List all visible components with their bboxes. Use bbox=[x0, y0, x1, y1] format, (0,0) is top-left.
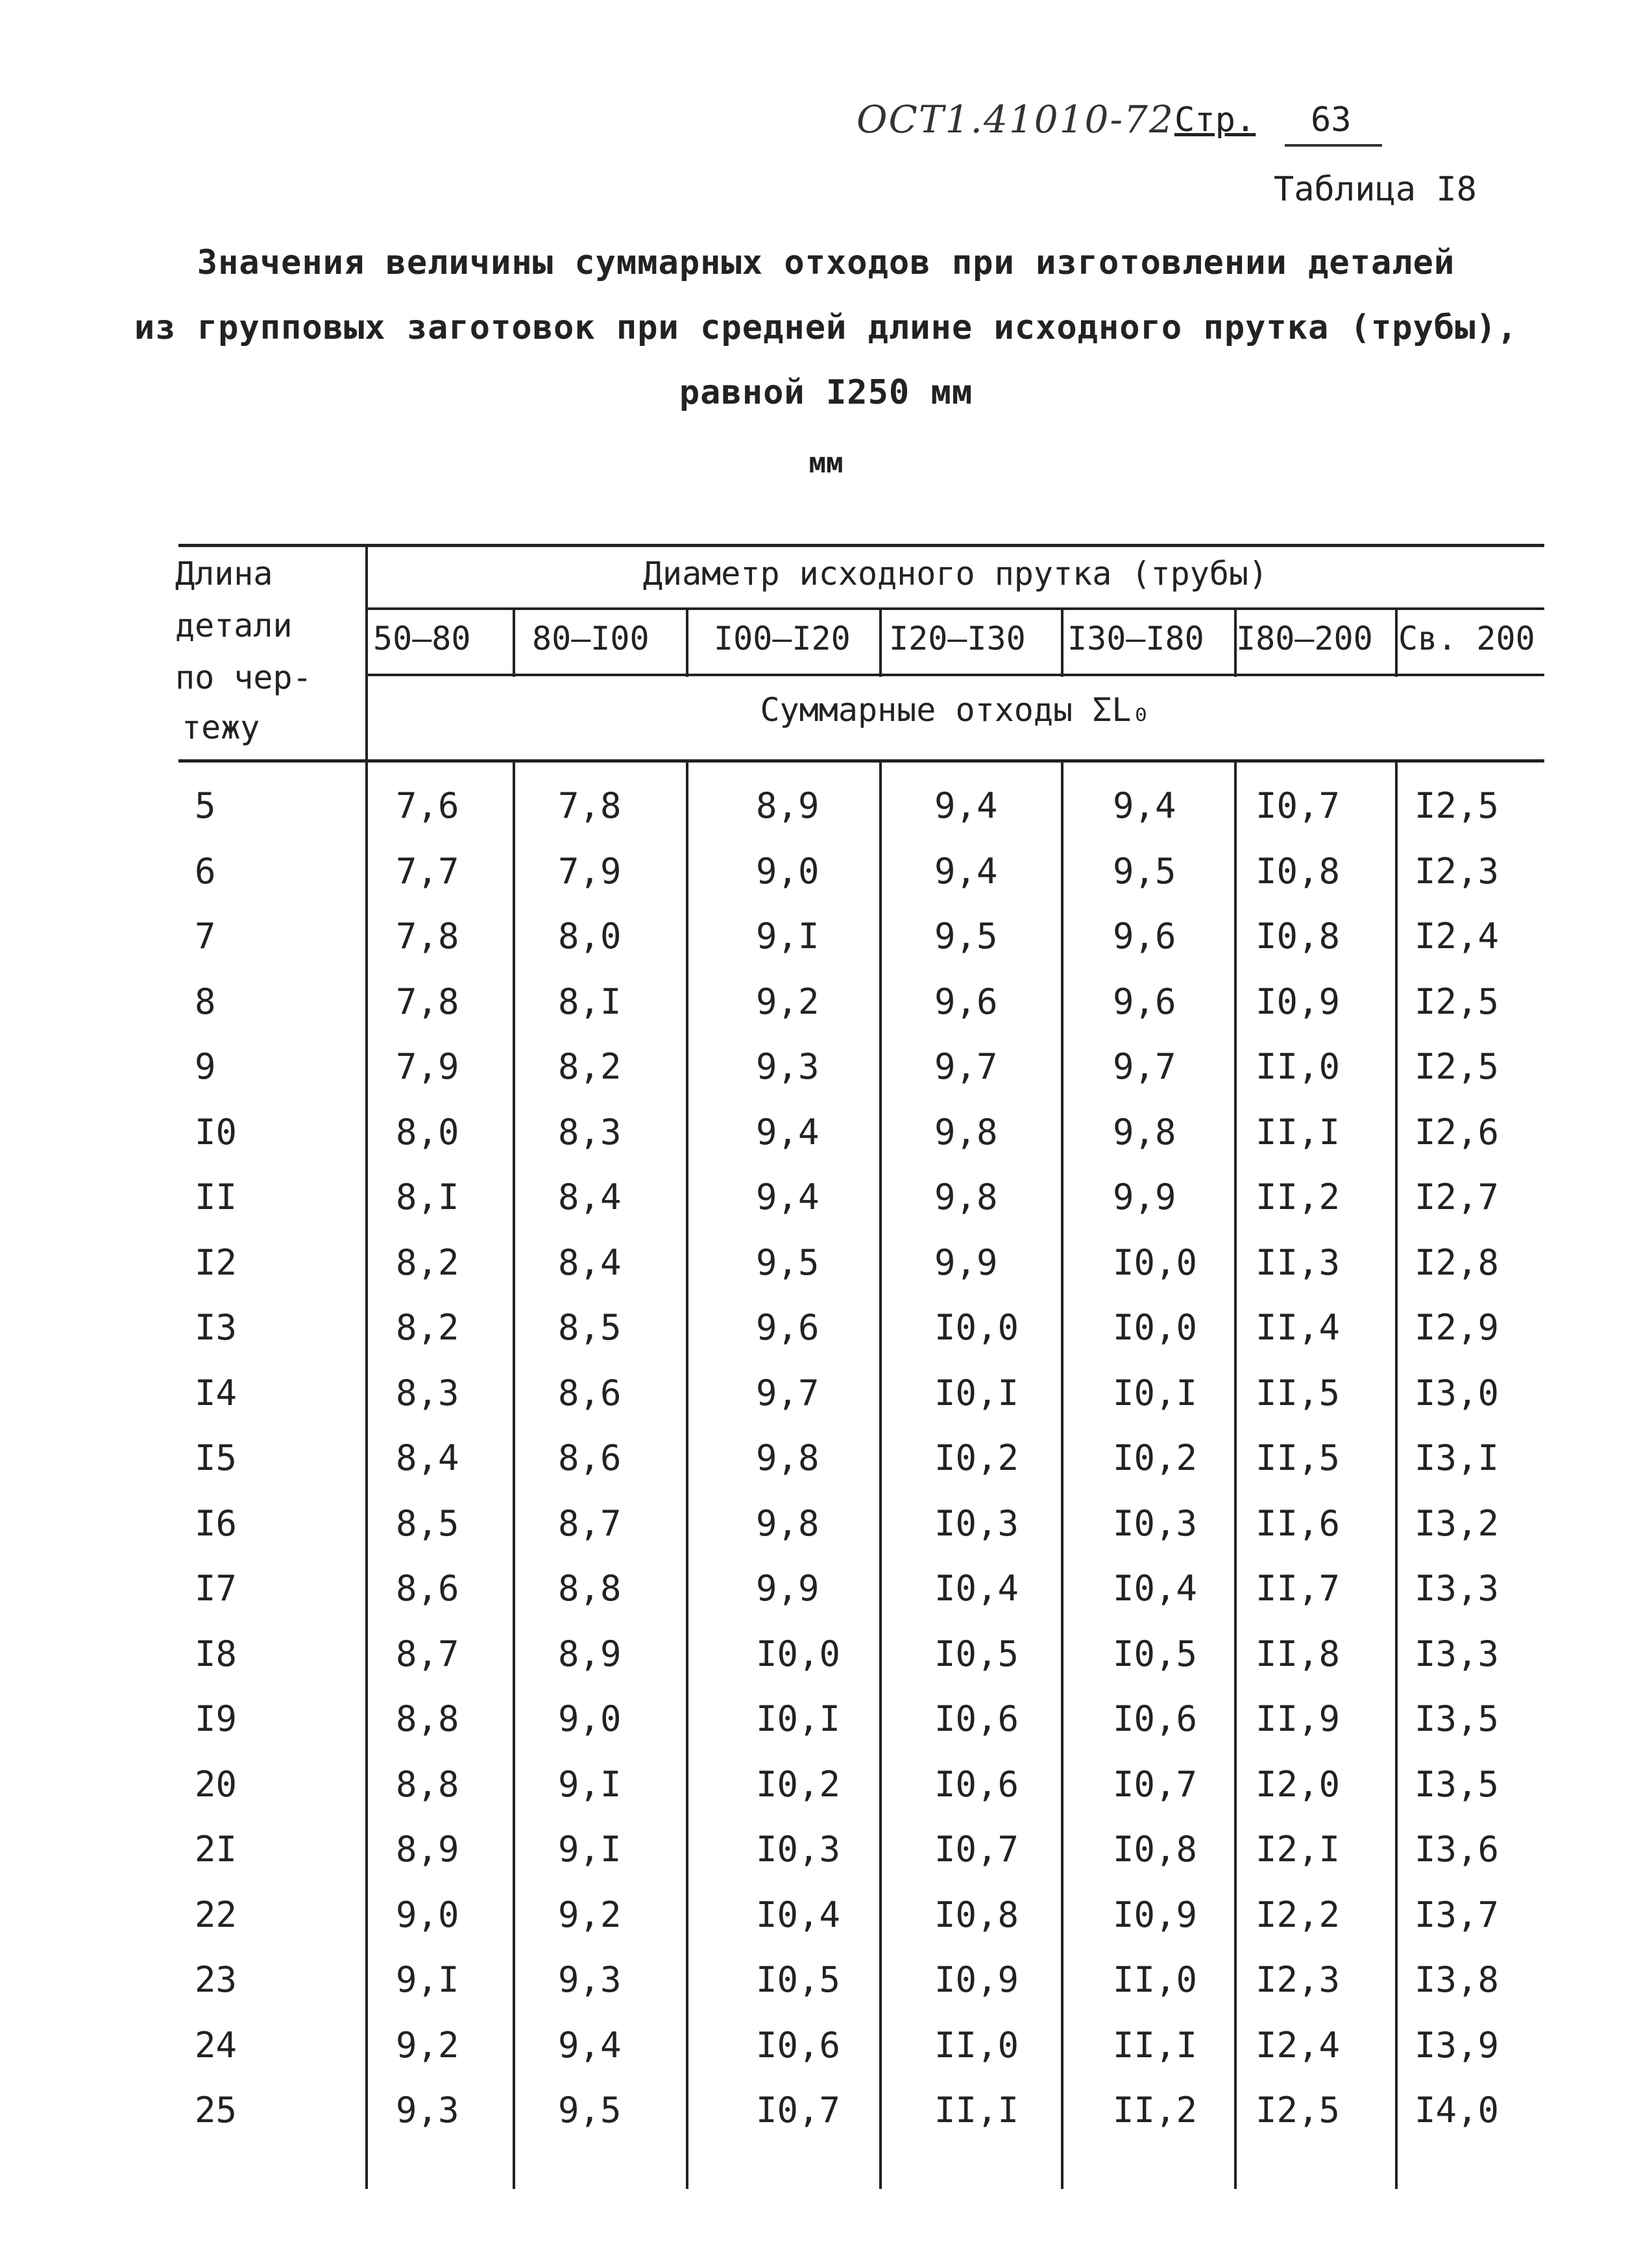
value-cell: I0,0 bbox=[756, 1633, 841, 1674]
value-cell: 8,6 bbox=[558, 1373, 622, 1413]
value-cell: I0,7 bbox=[756, 2090, 841, 2131]
row-length-cell: 25 bbox=[195, 2090, 237, 2131]
value-cell: I0,5 bbox=[1113, 1633, 1198, 1674]
value-cell: 9,I bbox=[558, 1829, 622, 1870]
value-cell: I0,I bbox=[1113, 1373, 1198, 1413]
value-cell: 9,4 bbox=[756, 1112, 820, 1153]
row-length-cell: I7 bbox=[195, 1568, 237, 1609]
value-cell: I0,4 bbox=[756, 1894, 841, 1935]
value-cell: I2,7 bbox=[1415, 1177, 1500, 1217]
value-cell: I0,4 bbox=[1113, 1568, 1198, 1609]
value-cell: I3,2 bbox=[1415, 1503, 1500, 1544]
value-cell: I0,6 bbox=[756, 2025, 841, 2066]
value-cell: 9,4 bbox=[1113, 785, 1176, 826]
column-divider bbox=[1395, 609, 1398, 677]
value-cell: I0,3 bbox=[1113, 1503, 1198, 1544]
value-cell: 8,6 bbox=[396, 1568, 459, 1609]
value-cell: I0,8 bbox=[1256, 851, 1341, 892]
value-cell: 8,3 bbox=[558, 1112, 622, 1153]
value-cell: I0,3 bbox=[934, 1503, 1019, 1544]
value-cell: I3,6 bbox=[1415, 1829, 1500, 1870]
value-cell: II,I bbox=[1256, 1112, 1341, 1153]
value-cell: 9,0 bbox=[558, 1698, 622, 1739]
value-cell: 9,0 bbox=[756, 851, 820, 892]
value-cell: 8,I bbox=[396, 1177, 459, 1217]
value-cell: I2,5 bbox=[1256, 2090, 1341, 2131]
value-cell: II,2 bbox=[1256, 1177, 1341, 1217]
column-divider bbox=[879, 761, 882, 2189]
value-cell: I2,5 bbox=[1415, 981, 1500, 1022]
value-cell: 9,3 bbox=[756, 1046, 820, 1087]
value-cell: 9,7 bbox=[1113, 1046, 1176, 1087]
value-cell: I0,4 bbox=[934, 1568, 1019, 1609]
value-cell: I0,5 bbox=[756, 1959, 841, 2000]
value-cell: 9,4 bbox=[558, 2025, 622, 2066]
value-cell: II,0 bbox=[934, 2025, 1019, 2066]
value-cell: I0,6 bbox=[1113, 1698, 1198, 1739]
value-cell: I0,6 bbox=[934, 1764, 1019, 1805]
value-cell: 7,9 bbox=[396, 1046, 459, 1087]
value-cell: I4,0 bbox=[1415, 2090, 1500, 2131]
value-cell: 9,2 bbox=[756, 981, 820, 1022]
value-cell: 9,0 bbox=[396, 1894, 459, 1935]
row-length-cell: 23 bbox=[195, 1959, 237, 2000]
column-header: I30–I80 bbox=[1067, 620, 1204, 657]
column-divider bbox=[513, 761, 515, 2189]
value-cell: 7,8 bbox=[558, 785, 622, 826]
value-cell: I2,5 bbox=[1415, 785, 1500, 826]
row-header-line-3: по чер- bbox=[175, 659, 312, 696]
value-cell: 8,3 bbox=[396, 1373, 459, 1413]
value-cell: I2,4 bbox=[1415, 916, 1500, 957]
value-cell: 8,8 bbox=[558, 1568, 622, 1609]
column-divider bbox=[686, 761, 688, 2189]
column-header: I80–200 bbox=[1236, 620, 1373, 657]
row-length-cell: 9 bbox=[195, 1046, 216, 1087]
value-cell: I3,5 bbox=[1415, 1698, 1500, 1739]
value-cell: I0,0 bbox=[1113, 1242, 1198, 1283]
value-cell: I3,5 bbox=[1415, 1764, 1500, 1805]
value-cell: I0,8 bbox=[1113, 1829, 1198, 1870]
value-cell: I0,9 bbox=[1113, 1894, 1198, 1935]
value-cell: 9,5 bbox=[934, 916, 998, 957]
value-cell: 8,5 bbox=[558, 1307, 622, 1348]
value-cell: 9,9 bbox=[934, 1242, 998, 1283]
value-cell: I0,7 bbox=[934, 1829, 1019, 1870]
column-divider bbox=[1395, 761, 1398, 2189]
value-cell: 9,7 bbox=[756, 1373, 820, 1413]
row-length-cell: 5 bbox=[195, 785, 216, 826]
value-cell: 9,6 bbox=[1113, 916, 1176, 957]
page-label: Стр. bbox=[1174, 101, 1256, 140]
column-header-rule bbox=[367, 674, 1544, 676]
value-cell: 8,7 bbox=[558, 1503, 622, 1544]
value-cell: I0,0 bbox=[1113, 1307, 1198, 1348]
row-length-cell: 22 bbox=[195, 1894, 237, 1935]
value-cell: I0,3 bbox=[756, 1829, 841, 1870]
row-length-cell: I8 bbox=[195, 1633, 237, 1674]
value-cell: I0,5 bbox=[934, 1633, 1019, 1674]
value-cell: I0,2 bbox=[1113, 1437, 1198, 1478]
sub-header: Суммарные отходы ΣL₀ bbox=[760, 691, 1151, 729]
row-length-cell: II bbox=[195, 1177, 237, 1217]
value-cell: 7,7 bbox=[396, 851, 459, 892]
row-header-divider bbox=[365, 544, 368, 2189]
column-divider bbox=[513, 609, 515, 677]
column-header: 50–80 bbox=[373, 620, 471, 657]
value-cell: 9,3 bbox=[558, 1959, 622, 2000]
value-cell: 8,8 bbox=[396, 1698, 459, 1739]
value-cell: I3,3 bbox=[1415, 1633, 1500, 1674]
value-cell: I3,3 bbox=[1415, 1568, 1500, 1609]
row-length-cell: 8 bbox=[195, 981, 216, 1022]
value-cell: I0,6 bbox=[934, 1698, 1019, 1739]
value-cell: 7,8 bbox=[396, 916, 459, 957]
value-cell: 8,6 bbox=[558, 1437, 622, 1478]
value-cell: I0,9 bbox=[934, 1959, 1019, 2000]
value-cell: 8,4 bbox=[396, 1437, 459, 1478]
value-cell: II,3 bbox=[1256, 1242, 1341, 1283]
table-label: Таблица I8 bbox=[1273, 170, 1477, 209]
title-line-3: равной I250 мм bbox=[679, 373, 973, 412]
value-cell: 8,5 bbox=[396, 1503, 459, 1544]
header-bottom-rule bbox=[178, 759, 1544, 763]
row-length-cell: I3 bbox=[195, 1307, 237, 1348]
value-cell: I2,6 bbox=[1415, 1112, 1500, 1153]
value-cell: 9,8 bbox=[934, 1112, 998, 1153]
value-cell: II,5 bbox=[1256, 1373, 1341, 1413]
value-cell: 8,I bbox=[558, 981, 622, 1022]
title-line-2: из групповых заготовок при средней длине исходного прутка (трубы), bbox=[134, 308, 1518, 347]
value-cell: I0,9 bbox=[1256, 981, 1341, 1022]
value-cell: 7,8 bbox=[396, 981, 459, 1022]
value-cell: I3,9 bbox=[1415, 2025, 1500, 2066]
value-cell: 7,9 bbox=[558, 851, 622, 892]
value-cell: 9,6 bbox=[756, 1307, 820, 1348]
row-length-cell: 20 bbox=[195, 1764, 237, 1805]
value-cell: 9,6 bbox=[934, 981, 998, 1022]
row-length-cell: I0 bbox=[195, 1112, 237, 1153]
value-cell: I0,7 bbox=[1256, 785, 1341, 826]
row-length-cell: I6 bbox=[195, 1503, 237, 1544]
value-cell: I3,8 bbox=[1415, 1959, 1500, 2000]
value-cell: I0,I bbox=[756, 1698, 841, 1739]
title-line-1: Значения величины суммарных отходов при изготовлении деталей bbox=[197, 243, 1455, 282]
unit-label: мм bbox=[808, 446, 844, 480]
page-number-underline bbox=[1285, 144, 1382, 147]
value-cell: I3,0 bbox=[1415, 1373, 1500, 1413]
row-length-cell: 24 bbox=[195, 2025, 237, 2066]
value-cell: I2,2 bbox=[1256, 1894, 1341, 1935]
value-cell: 9,9 bbox=[756, 1568, 820, 1609]
value-cell: 9,I bbox=[558, 1764, 622, 1805]
value-cell: 8,7 bbox=[396, 1633, 459, 1674]
value-cell: 8,2 bbox=[396, 1307, 459, 1348]
value-cell: 9,4 bbox=[934, 851, 998, 892]
value-cell: 8,9 bbox=[558, 1633, 622, 1674]
value-cell: I0,8 bbox=[1256, 916, 1341, 957]
value-cell: I0,I bbox=[934, 1373, 1019, 1413]
value-cell: II,5 bbox=[1256, 1437, 1341, 1478]
value-cell: 8,9 bbox=[396, 1829, 459, 1870]
table-top-rule bbox=[178, 544, 1544, 547]
row-length-cell: 2I bbox=[195, 1829, 237, 1870]
column-header: 80–I00 bbox=[532, 620, 650, 657]
column-divider bbox=[1234, 761, 1237, 2189]
value-cell: 8,4 bbox=[558, 1177, 622, 1217]
value-cell: I0,2 bbox=[934, 1437, 1019, 1478]
value-cell: II,7 bbox=[1256, 1568, 1341, 1609]
value-cell: I0,8 bbox=[934, 1894, 1019, 1935]
value-cell: 9,5 bbox=[558, 2090, 622, 2131]
row-length-cell: 6 bbox=[195, 851, 216, 892]
value-cell: II,0 bbox=[1113, 1959, 1198, 2000]
row-header-line-1: Длина bbox=[175, 555, 273, 593]
row-length-cell: I4 bbox=[195, 1373, 237, 1413]
value-cell: II,I bbox=[934, 2090, 1019, 2131]
value-cell: 8,2 bbox=[558, 1046, 622, 1087]
value-cell: II,9 bbox=[1256, 1698, 1341, 1739]
value-cell: 9,2 bbox=[396, 2025, 459, 2066]
value-cell: 9,8 bbox=[756, 1503, 820, 1544]
value-cell: 9,4 bbox=[756, 1177, 820, 1217]
group-header-rule bbox=[367, 607, 1544, 610]
row-length-cell: 7 bbox=[195, 916, 216, 957]
value-cell: I2,3 bbox=[1256, 1959, 1341, 2000]
value-cell: I2,9 bbox=[1415, 1307, 1500, 1348]
value-cell: II,4 bbox=[1256, 1307, 1341, 1348]
value-cell: 9,5 bbox=[756, 1242, 820, 1283]
page-number: 63 bbox=[1311, 101, 1352, 140]
column-divider bbox=[879, 609, 882, 677]
row-length-cell: I9 bbox=[195, 1698, 237, 1739]
value-cell: 8,8 bbox=[396, 1764, 459, 1805]
value-cell: 8,2 bbox=[396, 1242, 459, 1283]
document-code: ОСТ1.41010-72 bbox=[856, 97, 1174, 141]
value-cell: 9,8 bbox=[934, 1177, 998, 1217]
value-cell: II,2 bbox=[1113, 2090, 1198, 2131]
column-divider bbox=[1061, 609, 1063, 677]
column-header: I00–I20 bbox=[714, 620, 851, 657]
value-cell: II,6 bbox=[1256, 1503, 1341, 1544]
value-cell: 9,8 bbox=[756, 1437, 820, 1478]
value-cell: 9,7 bbox=[934, 1046, 998, 1087]
column-divider bbox=[1061, 761, 1063, 2189]
value-cell: II,8 bbox=[1256, 1633, 1341, 1674]
column-divider bbox=[686, 609, 688, 677]
column-header: I20–I30 bbox=[889, 620, 1026, 657]
column-header: Св. 200 bbox=[1398, 620, 1535, 657]
value-cell: 9,2 bbox=[558, 1894, 622, 1935]
value-cell: 7,6 bbox=[396, 785, 459, 826]
value-cell: 9,I bbox=[396, 1959, 459, 2000]
value-cell: 8,4 bbox=[558, 1242, 622, 1283]
row-length-cell: I2 bbox=[195, 1242, 237, 1283]
group-header: Диаметр исходного прутка (трубы) bbox=[642, 555, 1269, 593]
value-cell: 9,5 bbox=[1113, 851, 1176, 892]
value-cell: I0,2 bbox=[756, 1764, 841, 1805]
value-cell: 9,6 bbox=[1113, 981, 1176, 1022]
value-cell: 9,I bbox=[756, 916, 820, 957]
value-cell: 9,4 bbox=[934, 785, 998, 826]
value-cell: 9,3 bbox=[396, 2090, 459, 2131]
value-cell: 8,9 bbox=[756, 785, 820, 826]
value-cell: I3,I bbox=[1415, 1437, 1500, 1478]
value-cell: I0,7 bbox=[1113, 1764, 1198, 1805]
value-cell: II,I bbox=[1113, 2025, 1198, 2066]
value-cell: 9,9 bbox=[1113, 1177, 1176, 1217]
value-cell: I2,5 bbox=[1415, 1046, 1500, 1087]
row-header-line-4: тежу bbox=[182, 709, 260, 746]
row-length-cell: I5 bbox=[195, 1437, 237, 1478]
value-cell: 9,8 bbox=[1113, 1112, 1176, 1153]
value-cell: I2,4 bbox=[1256, 2025, 1341, 2066]
row-header-line-2: детали bbox=[175, 607, 293, 644]
value-cell: I3,7 bbox=[1415, 1894, 1500, 1935]
value-cell: 8,0 bbox=[396, 1112, 459, 1153]
value-cell: II,0 bbox=[1256, 1046, 1341, 1087]
value-cell: I2,0 bbox=[1256, 1764, 1341, 1805]
value-cell: I2,I bbox=[1256, 1829, 1341, 1870]
value-cell: I2,8 bbox=[1415, 1242, 1500, 1283]
value-cell: I0,0 bbox=[934, 1307, 1019, 1348]
value-cell: I2,3 bbox=[1415, 851, 1500, 892]
value-cell: 8,0 bbox=[558, 916, 622, 957]
